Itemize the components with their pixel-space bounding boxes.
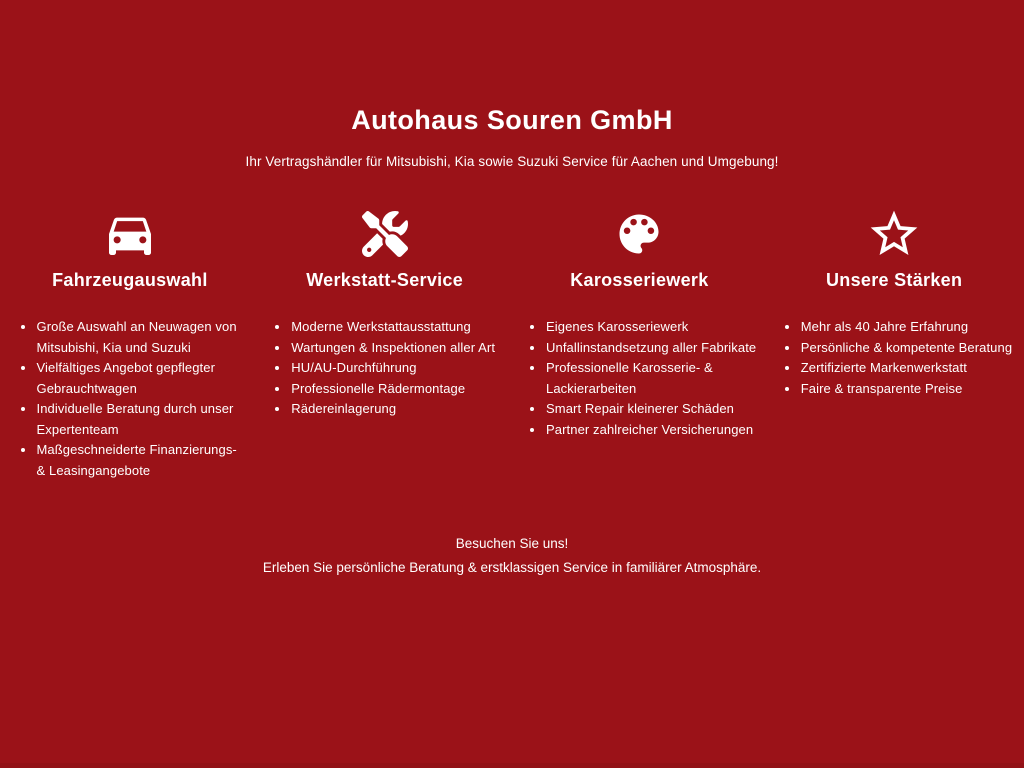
list-item: • Große Auswahl an Neuwagen von Mitsubishi, Kia und Suzuki [36, 317, 249, 358]
cta-line1: Besuchen Sie uns! [455, 536, 569, 551]
column-karosseriewerk [519, 208, 760, 481]
column-heading: Karosseriewerk [570, 270, 709, 290]
list-item: • Rädereinlagerung [290, 399, 503, 420]
column-heading: Werkstatt-Service [306, 270, 464, 290]
column-fahrzeugauswahl [10, 208, 251, 481]
list-item: • Moderne Werkstattausstattung [290, 317, 503, 338]
list-item: • Professionelle Rädermontage [290, 379, 503, 400]
list-item: • Faire & transparente Preise [800, 379, 1013, 400]
palette-icon [519, 208, 760, 260]
car-icon [10, 208, 251, 260]
list-item: • Vielfältiges Angebot gepflegter Gebrauchtwagen [36, 358, 249, 399]
list-item: • Zertifizierte Markenwerkstatt [800, 358, 1013, 379]
list-item: • Professionelle Karosserie- & Lackierarbeiten [545, 358, 758, 399]
list-item: • Unfallinstandsetzung aller Fabrikate [545, 338, 758, 359]
list-item: • Eigenes Karosseriewerk [545, 317, 758, 338]
column-heading: Fahrzeugauswahl [52, 270, 208, 290]
list-item: • Partner zahlreicher Versicherungen [545, 420, 758, 441]
page-title: Autohaus Souren GmbH [351, 105, 673, 135]
column-list [774, 317, 1015, 399]
list-item: • Persönliche & kompetente Beratung [800, 338, 1013, 359]
column-heading: Unsere Stärken [825, 270, 963, 290]
list-item: • Maßgeschneiderte Finanzierungs- & Leasingangebote [36, 440, 249, 481]
list-item: • Wartungen & Inspektionen aller Art [290, 338, 503, 359]
column-unsere-staerken [774, 208, 1015, 481]
list-item: • HU/AU-Durchführung [290, 358, 503, 379]
cta-line2: Erleben Sie persönliche Beratung & erstklassigen Service in familiärer Atmosphäre. [262, 560, 762, 575]
list-item: • Mehr als 40 Jahre Erfahrung [800, 317, 1013, 338]
visit-cta [0, 535, 1024, 576]
feature-columns [10, 208, 1015, 481]
tools-icon [264, 208, 505, 260]
page-subtitle: Ihr Vertragshändler für Mitsubishi, Kia sowie Suzuki Service für Aachen und Umgebung! [245, 154, 779, 169]
star-icon [774, 208, 1015, 260]
list-item: • Individuelle Beratung durch unser Expertenteam [36, 399, 249, 440]
column-list [10, 317, 251, 481]
hero-header [0, 0, 1024, 170]
column-list [264, 317, 505, 420]
bottom-edge-strip [0, 763, 1024, 768]
column-list [519, 317, 760, 440]
column-werkstatt-service [264, 208, 505, 481]
list-item: • Smart Repair kleinerer Schäden [545, 399, 758, 420]
